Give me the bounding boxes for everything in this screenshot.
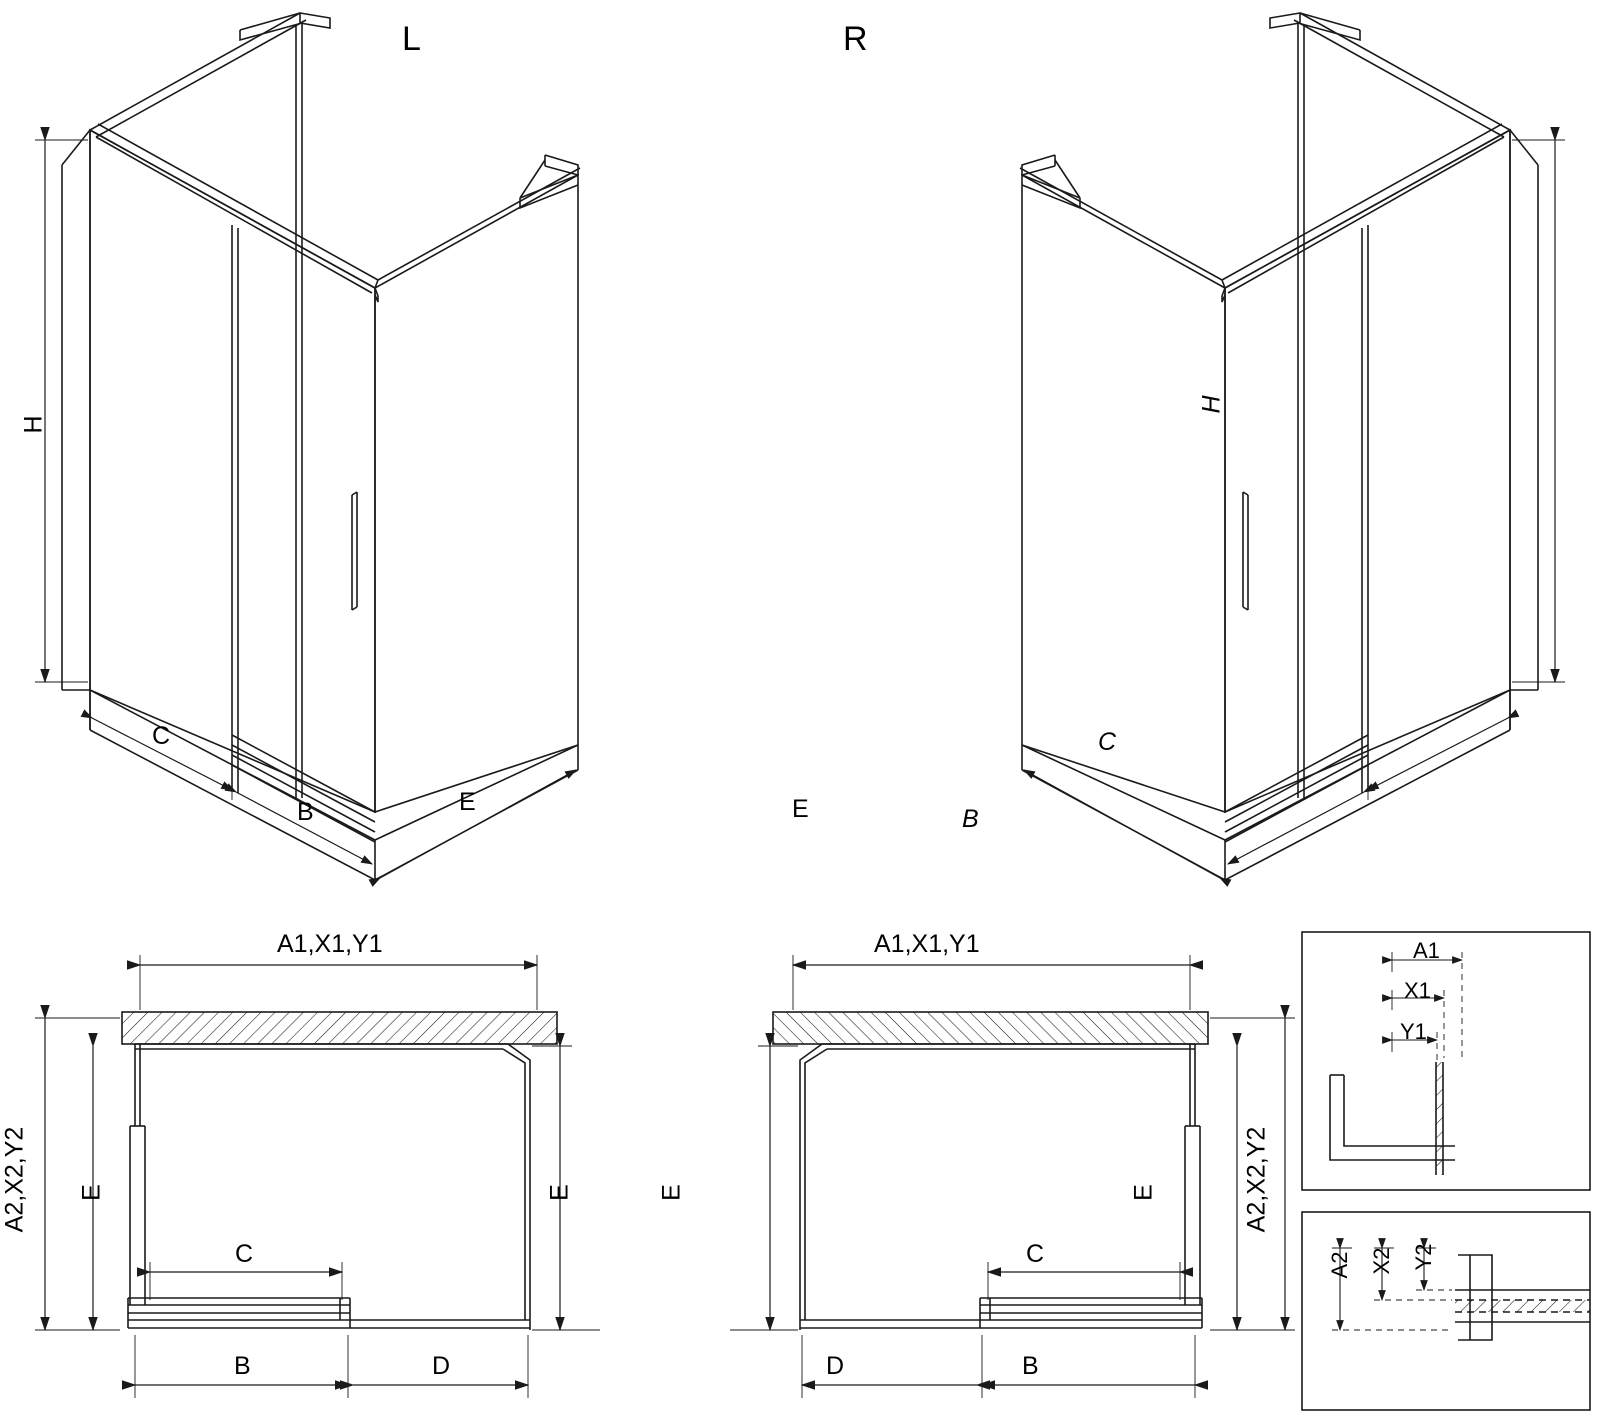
- iso-right-title: R: [843, 20, 868, 58]
- iso-left-c-label: C: [152, 722, 171, 750]
- detail-top-a1-label: A1: [1413, 938, 1440, 963]
- plan-right-top-dim-label: A1,X1,Y1: [874, 930, 980, 958]
- iso-view-left: [35, 13, 580, 880]
- iso-left-b-label: B: [297, 798, 314, 826]
- iso-right-b-label: B: [962, 805, 979, 833]
- plan-right-c-label: C: [1026, 1240, 1045, 1268]
- detail-top-corner: [1302, 932, 1590, 1190]
- iso-left-e-label: E: [459, 788, 476, 816]
- plan-right-side-dim-label: A2,X2,Y2: [1242, 1126, 1271, 1233]
- plan-right-e-left-label: E: [657, 1184, 686, 1201]
- plan-left-e-right-label: E: [545, 1184, 574, 1201]
- iso-right-e-label: E: [792, 795, 809, 823]
- iso-left-height-label: H: [19, 415, 48, 434]
- detail-top-y1-label: Y1: [1400, 1019, 1427, 1044]
- detail-top-x1-label: X1: [1404, 978, 1431, 1003]
- iso-left-title: L: [402, 20, 421, 58]
- plan-left-e-left-label: E: [77, 1184, 106, 1201]
- iso-right-c-label: C: [1098, 728, 1117, 756]
- plan-left-b-label: B: [234, 1352, 251, 1380]
- plan-view-right: [730, 955, 1295, 1398]
- plan-left-side-dim-label: A2,X2,Y2: [0, 1126, 29, 1233]
- plan-left-c-label: C: [235, 1240, 254, 1268]
- detail-bottom-a2-label: A2: [1327, 1251, 1352, 1279]
- plan-left-top-dim-label: A1,X1,Y1: [277, 930, 383, 958]
- plan-view-left: [35, 955, 600, 1398]
- plan-right-b-label: B: [1022, 1352, 1039, 1380]
- iso-right-height-label: H: [1197, 395, 1226, 414]
- detail-bottom-x2-label: X2: [1369, 1247, 1394, 1275]
- plan-right-d-label: D: [826, 1352, 845, 1380]
- plan-right-e-right-label: E: [1129, 1184, 1158, 1201]
- detail-bottom-y2-label: Y2: [1411, 1243, 1436, 1271]
- plan-left-d-label: D: [432, 1352, 451, 1380]
